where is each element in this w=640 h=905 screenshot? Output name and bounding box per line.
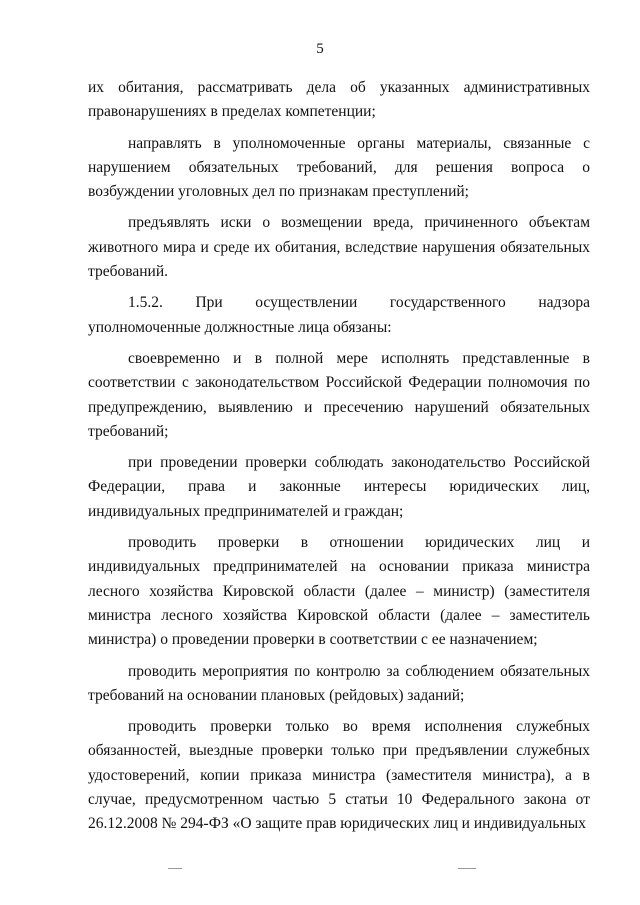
scan-artifact [168, 868, 182, 869]
paragraph: при проведении проверки соблюдать законодательство Российской Федерации, права и законные интересы юридических лиц, индивидуальных предпринимателей и граждан; [88, 454, 590, 520]
scan-artifact [458, 868, 476, 869]
paragraph: 1.5.2. При осуществлении государственного надзора уполномоченные должностные лица обязаны: [88, 294, 590, 336]
page-number: 5 [316, 41, 324, 57]
paragraph: проводить проверки только во время исполнения служебных обязанностей, выездные проверки только при предъявлении служебных удостоверений, копии приказа министра (заместителя министра), а в случае, предусмотренном частью 5 статьи 10 Федерального закона от 26.12.2008 № 294-ФЗ «О защите прав юридических лиц и индивидуальных [88, 718, 590, 833]
paragraph: направлять в уполномоченные органы материалы, связанные с нарушением обязательных требований, для решения вопроса о возбуждении уголовных дел по признакам преступлений; [88, 134, 590, 201]
document-body [88, 76, 590, 837]
paragraph: своевременно и в полной мере исполнять представленные в соответствии с законодательством Российской Федерации полномочия по предупреждению, выявлению и пресечению нарушений обязательных требований; [88, 349, 590, 440]
paragraph: проводить мероприятия по контролю за соблюдением обязательных требований на основании плановых (рейдовых) заданий; [88, 662, 590, 704]
paragraph: проводить проверки в отношении юридических лиц и индивидуальных предпринимателей на основании приказа министра лесного хозяйства Кировской области (далее – министр) (заместителя министра лесного хозяйства Кировской области (далее – заместитель министра) о проведении проверки в соответствии с ее назначением; [88, 534, 590, 649]
paragraph: их обитания, рассматривать дела об указанных административных правонарушениях в пределах компетенции; [88, 79, 590, 121]
paragraph: предъявлять иски о возмещении вреда, причиненного объектам животного мира и среде их обитания, вследствие нарушения обязательных требований. [88, 214, 590, 281]
